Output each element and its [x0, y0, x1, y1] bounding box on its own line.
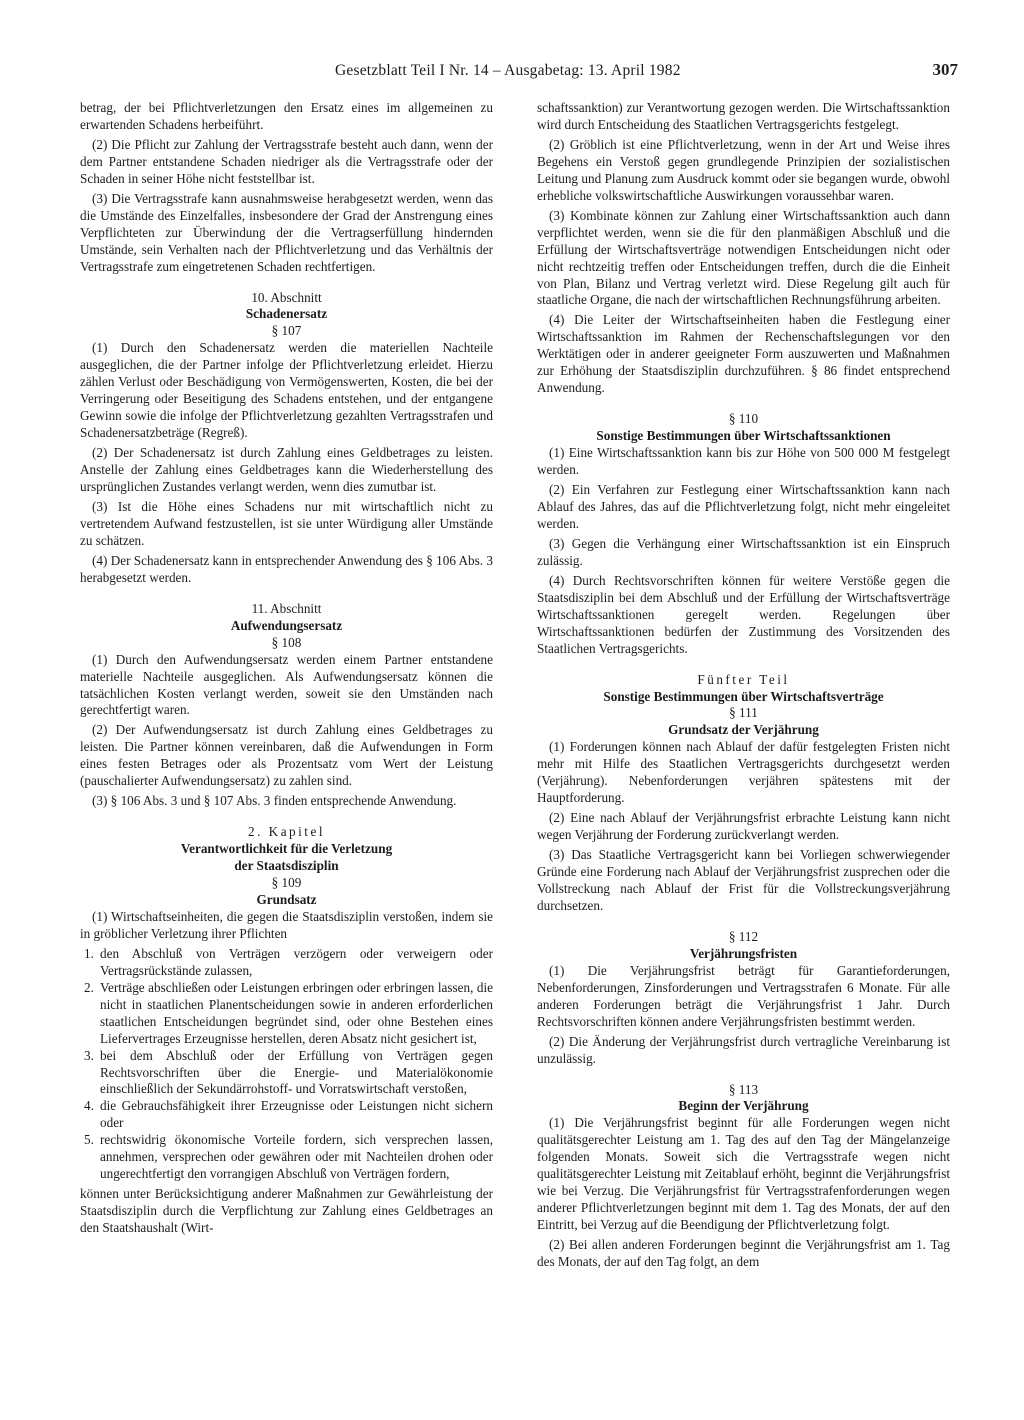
paragraph: können unter Berücksichtigung anderer Maßnahmen zur Gewährleistung der Staatsdisziplin durch die Verpflichtung zur Zahlung eines Geldbetrages an den Staatshaushalt (Wirt-	[80, 1186, 493, 1236]
list-item	[80, 1132, 493, 1183]
paragraph: (4) Die Leiter der Wirtschaftseinheiten haben die Festlegung einer Wirtschaftssanktion im Rahmen der Rechenschaftslegungen vor den Werktätigen oder in anderer geeigneter Form auszuwerten und Maßnahmen zur Erhöhung der Staatsdisziplin durchzuführen. § 86 findet entsprechend Anwendung.	[537, 312, 950, 396]
list-number: 4.	[84, 1098, 94, 1114]
paragraph: (2) Eine nach Ablauf der Verjährungsfrist erbrachte Leistung kann nicht wegen Verjährung der Forderung zurückverlangt werden.	[537, 810, 950, 843]
list-number: 2.	[84, 979, 94, 995]
list-number: 5.	[84, 1132, 94, 1148]
paragraph: (4) Der Schadenersatz kann in entsprechender Anwendung des § 106 Abs. 3 herabgesetzt werden.	[80, 552, 493, 585]
section-title: Sonstige Bestimmungen über Wirtschaftssanktionen	[596, 428, 891, 444]
section-title: Grundsatz	[256, 891, 317, 907]
list-text: Verträge abschließen oder Leistungen erbringen oder erbringen lassen, die nicht in staatlichen Planentscheidungen sowie in anderen erforderlichen staatlichen Entscheidungen begründet sind, oder ohne Bestehen eines Liefervertrages Erzeugnisse herstellen, deren Absatz nicht gesichert ist,	[100, 979, 493, 1046]
paragraph: (1) Die Verjährungsfrist beträgt für Garantieforderungen, Nebenforderungen, Zinsforderungen und Vertragsstrafen 6 Monate. Für alle anderen Forderungen beträgt die Verjährungsfrist 1 Jahr. Durch Rechtsvorschriften können andere Verjährungsfristen bestimmt werden.	[537, 962, 950, 1029]
list-item	[80, 1048, 493, 1099]
paragraph-sign-heading: § 113	[728, 1081, 759, 1097]
list-item	[80, 980, 493, 1048]
section-title: Verjährungsfristen	[689, 945, 798, 961]
left-column	[80, 100, 493, 1240]
paragraph: betrag, der bei Pflichtverletzungen den Ersatz eines im allgemeinen zu erwartenden Schadens herbeiführt.	[80, 100, 493, 132]
page-header	[80, 58, 960, 88]
list-text: den Abschluß von Verträgen verzögern oder verweigern oder Vertragsrückstände zulassen,	[100, 945, 493, 978]
paragraph: (3) Kombinate können zur Zahlung einer Wirtschaftssanktion auch dann verpflichtet werden, wenn sie die für den planmäßigen Abschluß und die Erfüllung der Wirtschaftsverträge notwendigen Entscheidungen nicht oder nicht rechtzeitig treffen oder Entscheidungen treffen, durch die die Einheit von Plan, Bilanz und Vertrag verletzt wird. Diese Regelung gilt auch für staatliche Organe, die nach der wirtschaftlichen Rechnungsführung arbeiten.	[537, 207, 950, 308]
paragraph-sign-heading: § 108	[271, 634, 302, 650]
paragraph: (1) Eine Wirtschaftssanktion kann bis zur Höhe von 500 000 M festgelegt werden.	[537, 445, 950, 478]
paragraph: (1) Durch den Aufwendungsersatz werden einem Partner entstandene materielle Nachteile ausgeglichen. Als Aufwendungsersatz können die tatsächlichen Kosten verlangt werden, soweit sie den Umständen nach gerechtfertigt waren.	[80, 651, 493, 718]
list-item	[80, 1098, 493, 1132]
part-heading: Fünfter Teil	[697, 671, 790, 687]
list-item	[80, 946, 493, 980]
paragraph: (3) Das Staatliche Vertragsgericht kann bei Vorliegen schwerwiegender Gründe eine Forderung nach Ablauf der Verjährungsfrist zusprechen oder die Vollstreckung nach Ablauf der Frist für die Vollstreckungsverjährung durchsetzen.	[537, 847, 950, 913]
paragraph: (2) Der Aufwendungsersatz ist durch Zahlung eines Geldbetrages zu leisten. Die Partner können vereinbaren, daß die Aufwendungen in Form eines festen Betrages oder als Prozentsatz vom Wert der Leistung (pauschalierter Aufwendungsersatz) zu zahlen sind.	[80, 722, 493, 789]
paragraph: (2) Ein Verfahren zur Festlegung einer Wirtschaftssanktion kann nach Ablauf des Jahres, das auf die Pflichtverletzung folgt, nicht mehr eingeleitet werden.	[537, 482, 950, 531]
paragraph: (2) Die Änderung der Verjährungsfrist durch vertragliche Vereinbarung ist unzulässig.	[537, 1033, 950, 1066]
list-text: rechtswidrig ökonomische Vorteile fordern, sich versprechen lassen, annehmen, versprechen oder gewähren oder mit Nachteilen drohen oder ungerechtfertigt den vorrangigen Abschluß von Verträgen fordern,	[100, 1132, 493, 1182]
paragraph-sign-heading: § 110	[728, 411, 759, 427]
section-heading: 10. Abschnitt	[251, 289, 322, 305]
section-heading: 11. Abschnitt	[251, 600, 322, 616]
paragraph: (1) Forderungen können nach Ablauf der dafür festgelegten Fristen nicht mehr mit Hilfe des Staatlichen Vertragsgerichts durchgesetzt werden (Verjährung). Nebenforderungen verjähren spätestens mit der Hauptforderung.	[537, 739, 950, 806]
paragraph: (1) Die Verjährungsfrist beginnt für alle Forderungen wegen nicht qualitätsgerechter Leistung am 1. Tag des auf den Tag der Mängelanzeige folgenden Monats. Soweit sich die Vertragsstrafe wegen nicht qualitätsgerechter Leistung mit Zeitablauf erhöht, beginnt die Verjährungsfrist wie bei Verzug. Die Verjährungsfrist für Vertragsstrafenforderungen wegen anderer Pflichtverletzungen beginnt mit dem 1. Tag des Monats, der auf den Eintritt, bei Verzug auf die Beendigung der Pflichtverletzung folgt.	[537, 1115, 950, 1233]
header-title: Gesetzblatt Teil I Nr. 14 – Ausgabetag: 13. April 1982	[335, 62, 681, 79]
chapter-title-line: Verantwortlichkeit für die Verletzung	[180, 841, 393, 857]
chapter-heading: 2. Kapitel	[247, 824, 325, 840]
list-number: 1.	[84, 945, 94, 961]
paragraph: (2) Bei allen anderen Forderungen beginnt die Verjährungsfrist am 1. Tag des Monats, der auf den Tag folgt, an dem	[537, 1237, 950, 1270]
right-column	[537, 100, 950, 1274]
chapter-title-line: der Staatsdisziplin	[234, 858, 339, 874]
paragraph: (3) § 106 Abs. 3 und § 107 Abs. 3 finden entsprechende Anwendung.	[92, 793, 457, 809]
part-title: Sonstige Bestimmungen über Wirtschaftsverträge	[603, 688, 884, 704]
paragraph: (2) Gröblich ist eine Pflichtverletzung, wenn in der Art und Weise ihres Begehens ein Verstoß gegen grundlegende Prinzipien der sozialistischen Leitung und Planung zum Ausdruck kommt oder sie begangen wurde, obwohl erhebliche volkswirtschaftliche Auswirkungen voraussehbar waren.	[537, 136, 950, 203]
paragraph: (2) Die Pflicht zur Zahlung der Vertragsstrafe besteht auch dann, wenn der dem Partner entstandene Schaden niedriger als die Vertragsstrafe oder der Schaden in seiner Höhe nicht feststellbar ist.	[80, 136, 493, 186]
list-number: 3.	[84, 1047, 94, 1063]
list-text: bei dem Abschluß oder der Erfüllung von Verträgen gegen Rechtsvorschriften über die Energie- und Materialökonomie einschließlich der Sekundärrohstoff- und Vorratswirtschaft verstoßen,	[100, 1047, 493, 1097]
paragraph-sign-heading: § 109	[271, 875, 302, 891]
paragraph: (1) Durch den Schadenersatz werden die materiellen Nachteile ausgeglichen, die der Partner infolge der Pflichtverletzung erleidet. Hierzu zählen Verlust oder Beschädigung von Vermögenswerten, Kosten, die bei der Verringerung oder Beseitigung des Schadens entstehen, und der entgangene Gewinn sowie die infolge der Pflichtverletzung gezahlten Vertragsstrafen und Schadenersatzbeträge (Regreß).	[80, 340, 493, 441]
paragraph: (4) Durch Rechtsvorschriften können für weitere Verstöße gegen die Staatsdisziplin bei dem Abschluß und der Erfüllung der Wirtschaftsverträge Wirtschaftssanktionen geregelt werden. Regelungen über Wirtschaftssanktionen bedürfen der Zustimmung des Vorsitzenden des Staatlichen Vertragsgerichts.	[537, 572, 950, 656]
numbered-list	[80, 946, 493, 1183]
list-text: die Gebrauchsfähigkeit ihrer Erzeugnisse oder Leistungen nicht sichern oder	[100, 1098, 493, 1131]
paragraph: (2) Der Schadenersatz ist durch Zahlung eines Geldbetrages zu leisten. Anstelle der Zahlung eines Geldbetrages kann die Wiederherstellung des ursprünglichen Zustandes verlangt werden, wenn dies zumutbar ist.	[80, 445, 493, 495]
paragraph: (3) Gegen die Verhängung einer Wirtschaftssanktion ist ein Einspruch zulässig.	[537, 535, 950, 568]
section-title: Aufwendungsersatz	[230, 617, 343, 633]
paragraph-sign-heading: § 107	[271, 323, 302, 339]
section-title: Grundsatz der Verjährung	[668, 722, 819, 738]
page-number: 307	[932, 60, 958, 79]
section-title: Beginn der Verjährung	[678, 1098, 809, 1114]
paragraph-sign-heading: § 112	[728, 928, 759, 944]
paragraph-sign-heading: § 111	[729, 705, 758, 721]
paragraph: schaftssanktion) zur Verantwortung gezogen werden. Die Wirtschaftssanktion wird durch Entscheidung des Staatlichen Vertragsgerichts festgelegt.	[537, 100, 950, 132]
paragraph: (1) Wirtschaftseinheiten, die gegen die Staatsdisziplin verstoßen, indem sie in gröblicher Verletzung ihrer Pflichten	[80, 908, 493, 941]
paragraph: (3) Ist die Höhe eines Schadens nur mit wirtschaftlich nicht zu vertretendem Aufwand festzustellen, ist sie unter Würdigung aller Umstände zu schätzen.	[80, 498, 493, 548]
section-title: Schadenersatz	[245, 306, 328, 322]
paragraph: (3) Die Vertragsstrafe kann ausnahmsweise herabgesetzt werden, wenn das die Umstände des Einzelfalles, insbesondere der Grad der Anstrengung eines Verpflichteten zur Überwindung der die Vertragserfüllung hindernden Umstände, sein Verhalten nach der Pflichtverletzung und das Verhältnis der Vertragsstrafe zum eingetretenen Schaden rechtfertigen.	[80, 190, 493, 274]
